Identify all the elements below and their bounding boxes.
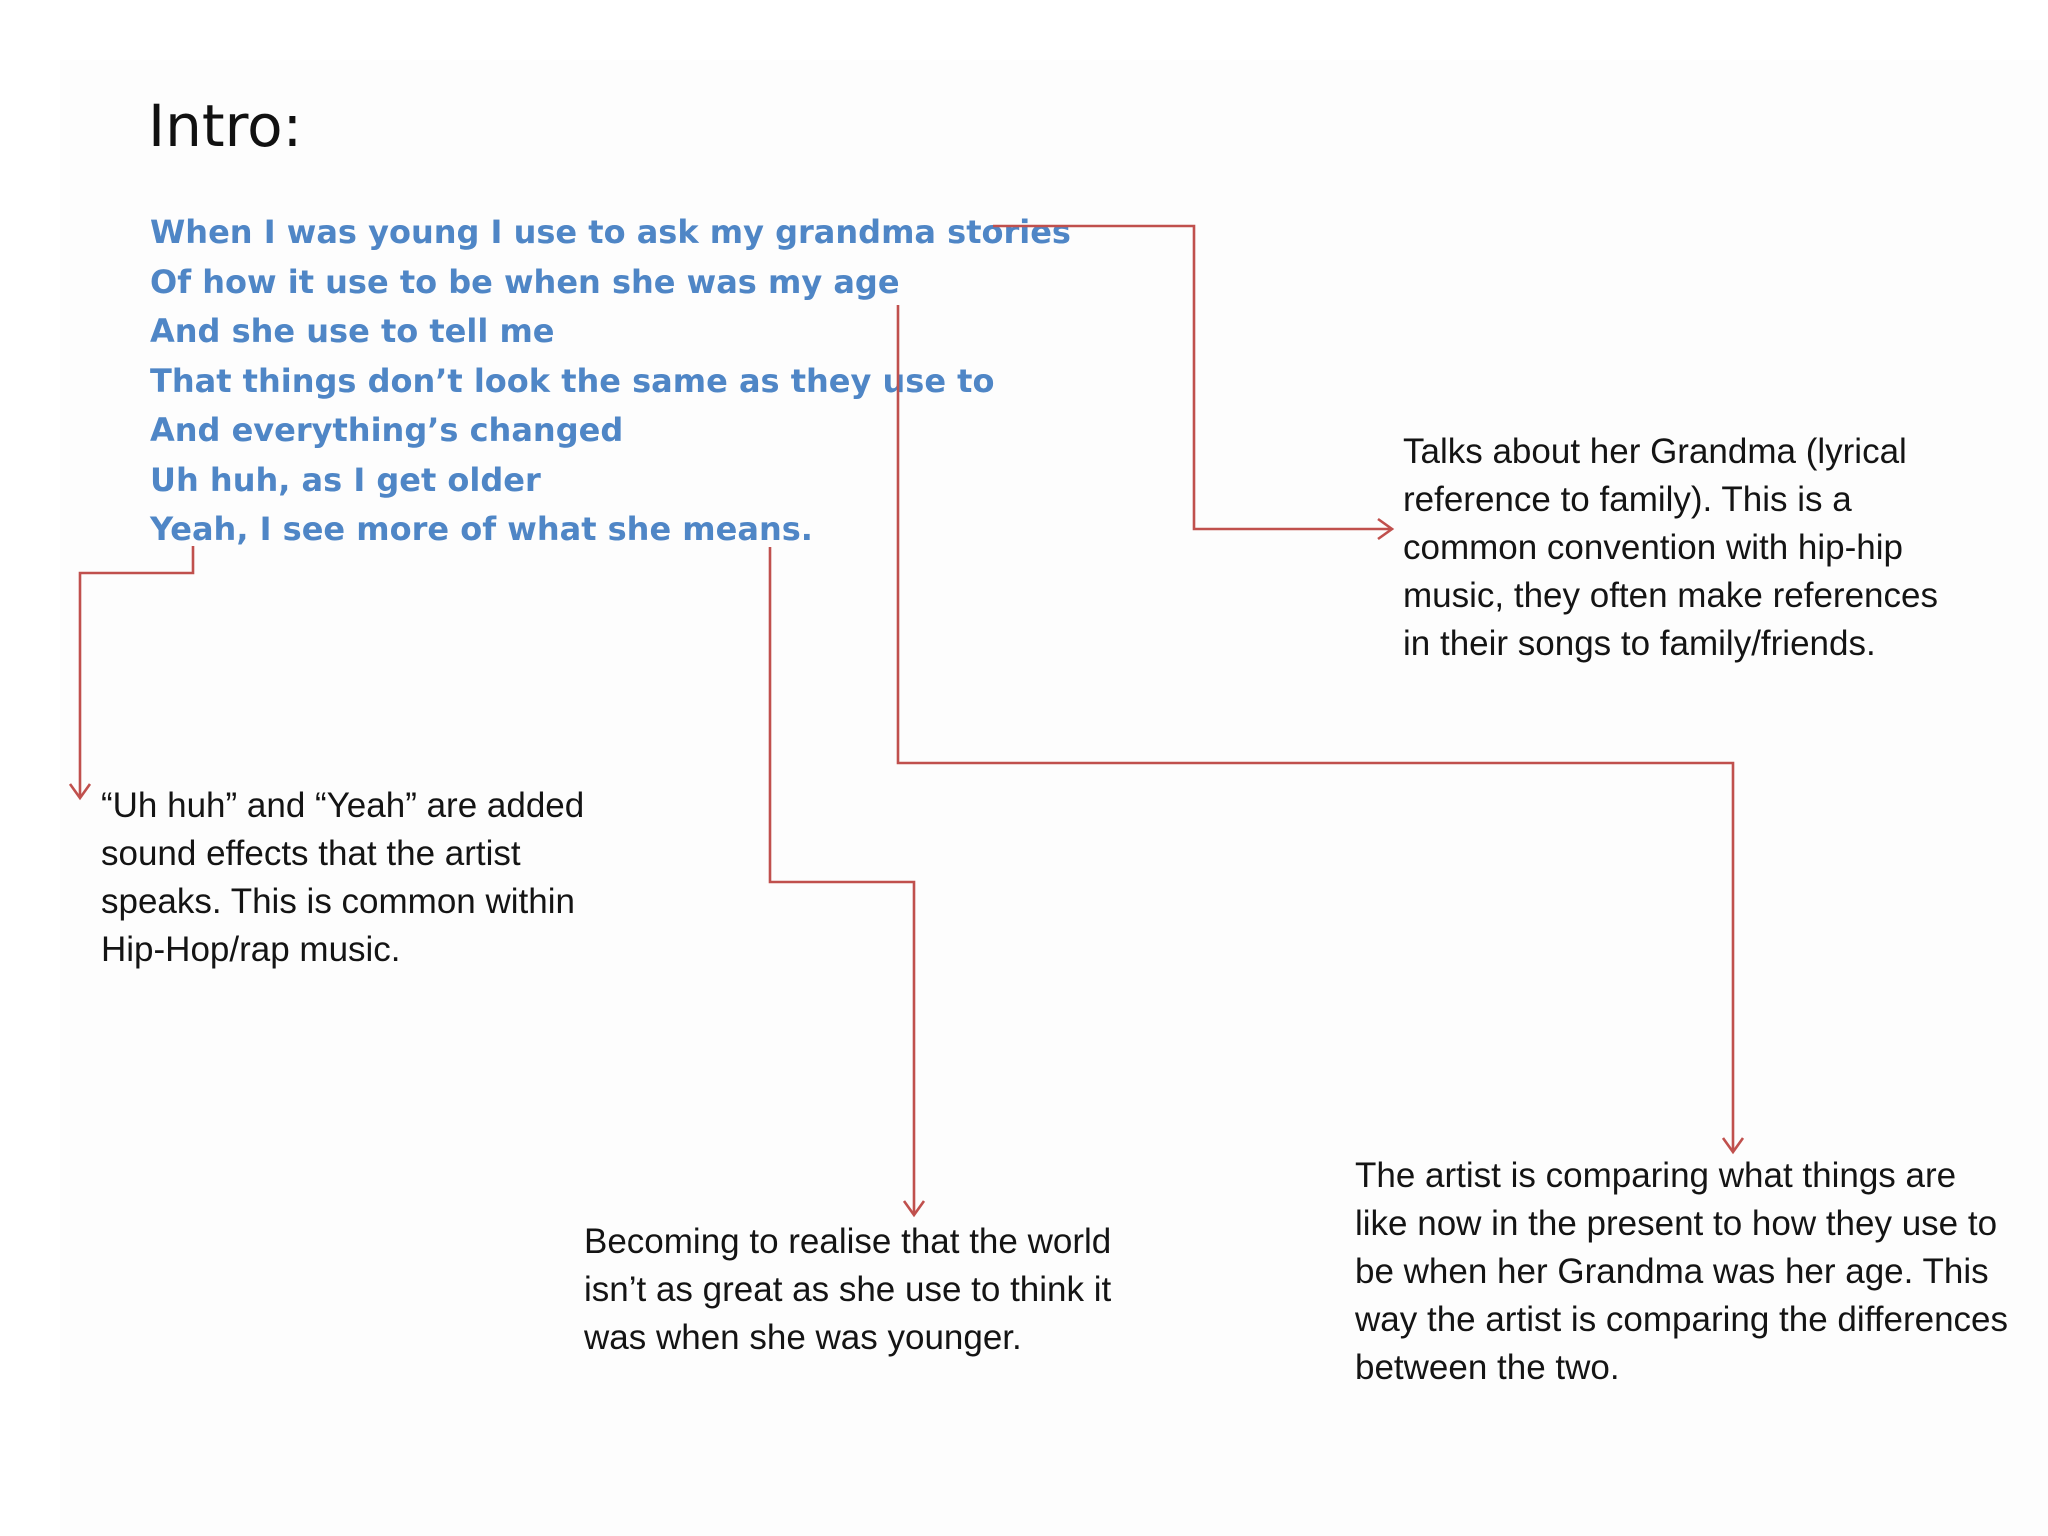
lyric-line: When I was young I use to ask my grandma stories xyxy=(150,213,1071,251)
lyric-line: Uh huh, as I get older xyxy=(150,460,541,499)
connector-arrow-comparison xyxy=(898,305,1733,1152)
connector-arrow-realisation xyxy=(770,547,914,1215)
slide-title: Intro: xyxy=(148,92,303,160)
connector-arrow-family xyxy=(993,226,1392,529)
lyric-line: And she use to tell me xyxy=(150,312,555,350)
lyric-line: And everything’s changed xyxy=(150,411,624,449)
annotation-family-reference: Talks about her Grandma (lyrical reference to family). This is a common convention with hip-hip music, they often make references in their songs to family/friends. xyxy=(1403,432,1938,663)
annotation-realisation: Becoming to realise that the world isn’t as great as she use to think it was when she was younger. xyxy=(584,1222,1112,1357)
lyric-line: Of how it use to be when she was my age xyxy=(150,262,900,301)
lyric-line: That things don’t look the same as they use to xyxy=(150,361,995,400)
annotation-comparison: The artist is comparing what things are like now in the present to how they use to be when her Grandma was her age. This way the artist is comparing the differences between the two. xyxy=(1355,1156,2009,1387)
connector-arrow-sound-effects xyxy=(80,546,193,798)
lyric-line: Yeah, I see more of what she means. xyxy=(150,510,813,548)
annotation-sound-effects: “Uh huh” and “Yeah” are added sound effects that the artist speaks. This is common within Hip-Hop/rap music. xyxy=(101,786,585,969)
